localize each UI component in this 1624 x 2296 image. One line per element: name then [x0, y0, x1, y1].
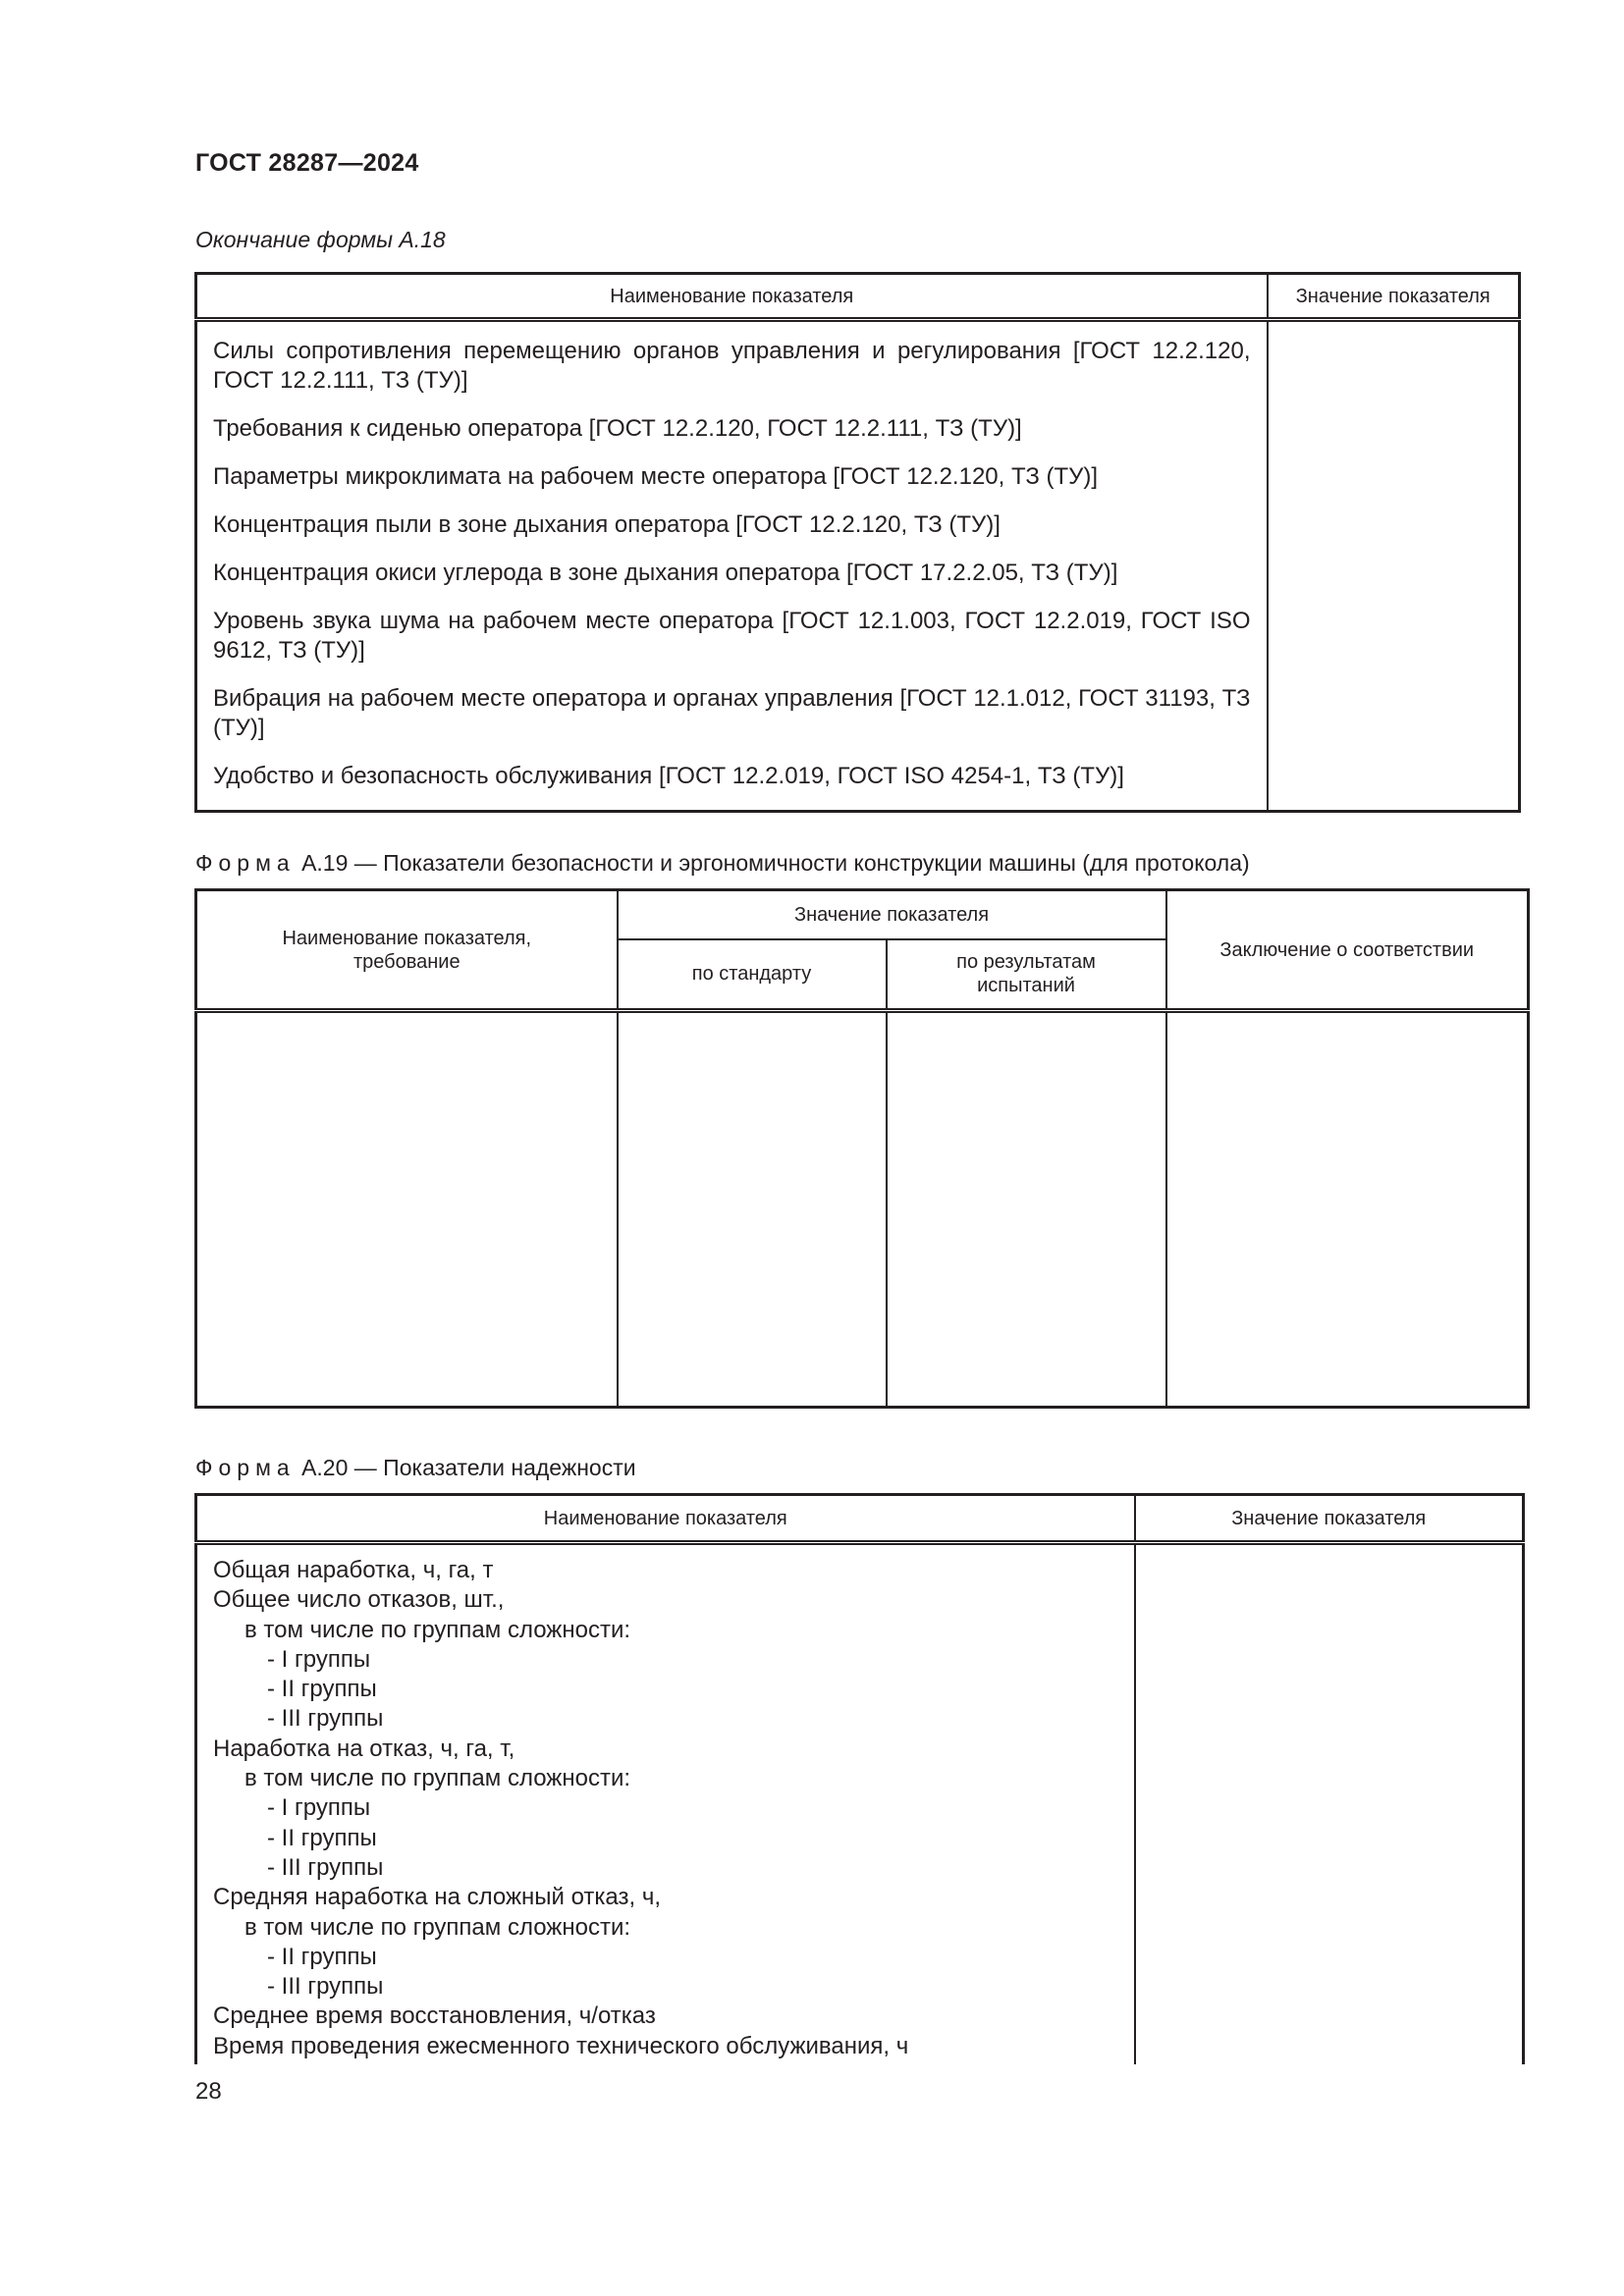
list-item: Параметры микроклимата на рабочем месте оператора [ГОСТ 12.2.120, ТЗ (ТУ)] [213, 463, 1099, 490]
list-item: Концентрация пыли в зоне дыхания оператора [ГОСТ 12.2.120, ТЗ (ТУ)] [213, 511, 1001, 538]
header-indicator-name: Наименование показателя [196, 1495, 1135, 1543]
form-a19-table [194, 888, 1530, 1409]
list-item: в том числе по группам сложности: [244, 1616, 631, 1643]
form-a20-table [194, 1493, 1525, 2064]
list-item: в том числе по группам сложности: [244, 1765, 631, 1792]
form-label: Форма [195, 850, 296, 876]
header-conclusion: Заключение о соответствии [1166, 890, 1529, 1011]
list-item: Среднее время восстановления, ч/отказ [213, 2002, 656, 2030]
list-item: Вибрация на рабочем месте оператора и органах управления [ГОСТ 12.1.012, ГОСТ 31193, ТЗ (ТУ)] [213, 685, 1251, 741]
form-title: А.19 — Показатели безопасности и эргономичности конструкции машины (для протокола) [295, 850, 1250, 876]
empty-cell [887, 1011, 1166, 1408]
form-label: Форма [195, 1455, 296, 1480]
list-item: Средняя наработка на сложный отказ, ч, [213, 1884, 661, 1911]
document-code: ГОСТ 28287—2024 [195, 149, 419, 177]
header-indicator-value: Значение показателя [1135, 1495, 1524, 1543]
empty-cell [618, 1011, 887, 1408]
reliability-indicators-cell [196, 1543, 1135, 2064]
continuation-caption: Окончание формы А.18 [195, 227, 446, 252]
list-item: - II группы [267, 1824, 377, 1851]
header-name-requirement: Наименование показателя, требование [196, 890, 618, 1011]
list-item: - I группы [267, 1794, 371, 1822]
list-item: Наработка на отказ, ч, га, т, [213, 1735, 515, 1762]
list-item: - III группы [267, 1973, 384, 2001]
list-item: - II группы [267, 1676, 377, 1703]
list-item: Уровень звука шума на рабочем месте оператора [ГОСТ 12.1.003, ГОСТ 12.2.019, ГОСТ ISO 9612, ТЗ (ТУ)] [213, 608, 1251, 664]
header-indicator-value: Значение показателя [1268, 274, 1520, 320]
list-item: в том числе по группам сложности: [244, 1913, 631, 1941]
list-item: - III группы [267, 1705, 384, 1733]
form-a20-caption [195, 1455, 636, 1481]
list-item: - I группы [267, 1645, 371, 1673]
list-item: Силы сопротивления перемещению органов управления и регулирования [ГОСТ 12.2.120, ГОСТ 12.2.111, ТЗ (ТУ)] [213, 338, 1251, 394]
list-item: Время проведения ежесменного технического обслуживания, ч [213, 2032, 909, 2059]
form-title: А.20 — Показатели надежности [295, 1455, 636, 1480]
list-item: Концентрация окиси углерода в зоне дыхания оператора [ГОСТ 17.2.2.05, ТЗ (ТУ)] [213, 560, 1118, 586]
form-a19-caption [195, 850, 1250, 877]
empty-cell [196, 1011, 618, 1408]
header-value-group: Значение показателя [618, 890, 1166, 939]
indicator-names-cell [196, 320, 1268, 812]
form-a18-table [194, 272, 1521, 813]
list-item: - III группы [267, 1853, 384, 1881]
list-item: Общее число отказов, шт., [213, 1586, 505, 1614]
list-item: Требования к сиденью оператора [ГОСТ 12.2.120, ГОСТ 12.2.111, ТЗ (ТУ)] [213, 415, 1022, 442]
indicator-values-cell [1268, 320, 1520, 812]
list-item: - II группы [267, 1943, 377, 1970]
list-item: Общая наработка, ч, га, т [213, 1557, 494, 1583]
page-number: 28 [195, 2078, 222, 2105]
header-by-results: по результатам испытаний [887, 939, 1166, 1011]
list-item: Удобство и безопасность обслуживания [ГОСТ 12.2.019, ГОСТ ISO 4254-1, ТЗ (ТУ)] [213, 763, 1124, 789]
empty-cell [1166, 1011, 1529, 1408]
reliability-values-cell [1135, 1543, 1524, 2064]
header-by-standard: по стандарту [618, 939, 887, 1011]
header-indicator-name: Наименование показателя [196, 274, 1268, 320]
